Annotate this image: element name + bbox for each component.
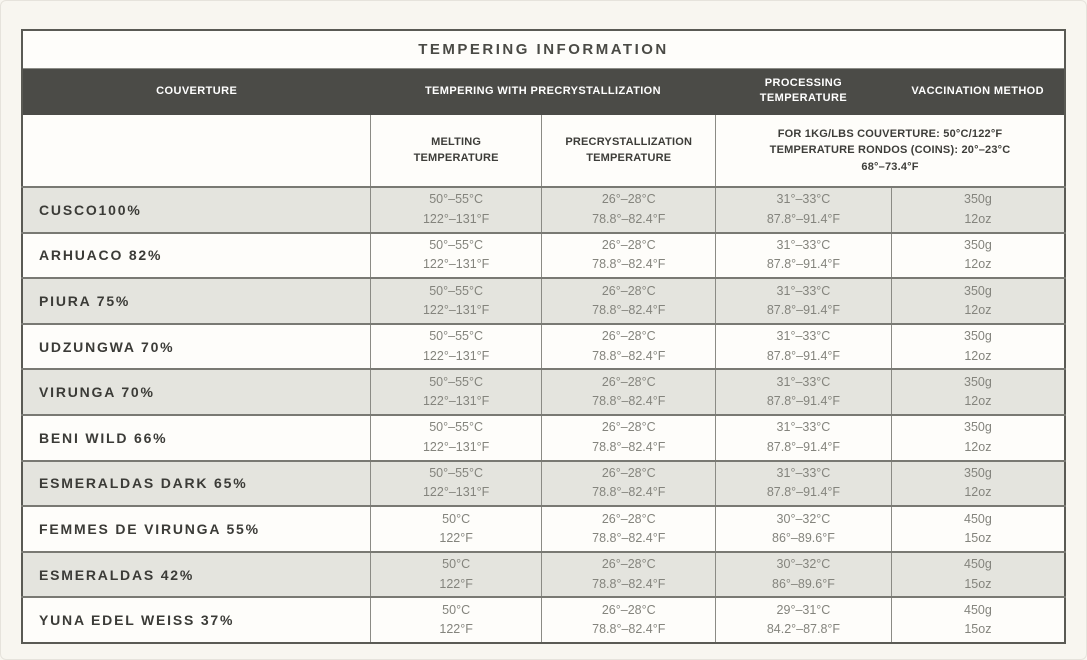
note-line-2: TEMPERATURE RONDOS (COINS): 20°–23°C xyxy=(769,144,1011,156)
temp-celsius: 50°–55°C xyxy=(429,465,484,480)
temp-fahrenheit: 87.8°–91.4°F xyxy=(766,211,841,226)
melting-cell xyxy=(370,187,542,233)
column-header-row xyxy=(22,68,1065,114)
temp-fahrenheit: 78.8°–82.4°F xyxy=(592,530,666,545)
couverture-name: ESMERALDAS 42% xyxy=(22,552,370,598)
amount-grams: 450g xyxy=(964,557,992,572)
temp-celsius: 31°–33°C xyxy=(776,374,831,389)
title-row xyxy=(22,30,1065,68)
couverture-name: ARHUACO 82% xyxy=(22,233,370,279)
melting-cell xyxy=(370,233,542,279)
temp-fahrenheit: 78.8°–82.4°F xyxy=(592,257,666,272)
processing-cell xyxy=(716,278,892,324)
temp-celsius: 50°–55°C xyxy=(429,192,484,207)
processing-cell xyxy=(716,324,892,370)
table-row xyxy=(22,187,1065,233)
amount-grams: 350g xyxy=(964,329,992,344)
amount-grams: 350g xyxy=(964,374,992,389)
temp-celsius: 26°–28°C xyxy=(601,602,656,617)
page-title: TEMPERING INFORMATION xyxy=(22,30,1065,68)
amount-ounces: 12oz xyxy=(964,257,992,272)
temp-celsius: 31°–33°C xyxy=(776,420,831,435)
temp-fahrenheit: 84.2°–87.8°F xyxy=(766,622,841,637)
temp-fahrenheit: 78.8°–82.4°F xyxy=(592,211,666,226)
couverture-name: CUSCO100% xyxy=(22,187,370,233)
amount-ounces: 12oz xyxy=(964,211,992,226)
table-row xyxy=(22,597,1065,643)
amount-grams: 350g xyxy=(964,238,992,253)
temp-fahrenheit: 78.8°–82.4°F xyxy=(592,302,666,317)
amount-ounces: 15oz xyxy=(964,576,992,591)
temp-celsius: 50°–55°C xyxy=(429,329,484,344)
temp-celsius: 31°–33°C xyxy=(776,329,831,344)
precrystallization-cell xyxy=(542,278,716,324)
temp-fahrenheit: 78.8°–82.4°F xyxy=(592,348,666,363)
temp-fahrenheit: 86°–89.6°F xyxy=(772,530,835,545)
col-header-vaccination: VACCINATION METHOD xyxy=(891,68,1065,114)
table-row xyxy=(22,461,1065,507)
temp-fahrenheit: 122°F xyxy=(439,622,473,637)
precrystallization-cell xyxy=(542,552,716,598)
melting-cell xyxy=(370,506,542,552)
temp-celsius: 50°–55°C xyxy=(429,283,484,298)
table-row xyxy=(22,552,1065,598)
melting-cell xyxy=(370,597,542,643)
col-header-couverture: COUVERTURE xyxy=(22,68,370,114)
temp-fahrenheit: 122°–131°F xyxy=(422,348,490,363)
temp-fahrenheit: 87.8°–91.4°F xyxy=(766,257,841,272)
amount-ounces: 12oz xyxy=(964,439,992,454)
processing-cell xyxy=(716,233,892,279)
col-header-processing: PROCESSING TEMPERATURE xyxy=(716,68,892,114)
temp-celsius: 26°–28°C xyxy=(601,420,656,435)
tempering-table-container xyxy=(21,29,1066,644)
temp-celsius: 26°–28°C xyxy=(601,329,656,344)
temp-fahrenheit: 87.8°–91.4°F xyxy=(766,302,841,317)
table-row xyxy=(22,415,1065,461)
precrystallization-cell xyxy=(542,461,716,507)
table-row xyxy=(22,369,1065,415)
amount-grams: 350g xyxy=(964,192,992,207)
temp-fahrenheit: 122°–131°F xyxy=(422,485,490,500)
amount-ounces: 15oz xyxy=(964,622,992,637)
precrystallization-cell xyxy=(542,233,716,279)
amount-grams: 350g xyxy=(964,465,992,480)
vaccination-cell xyxy=(891,187,1065,233)
amount-ounces: 12oz xyxy=(964,485,992,500)
melting-cell xyxy=(370,369,542,415)
couverture-name: ESMERALDAS DARK 65% xyxy=(22,461,370,507)
precrystallization-cell xyxy=(542,506,716,552)
precrystallization-cell xyxy=(542,187,716,233)
vaccination-cell xyxy=(891,278,1065,324)
processing-cell xyxy=(716,369,892,415)
subheader-note xyxy=(716,114,1065,187)
temp-celsius: 50°C xyxy=(442,557,471,572)
processing-cell xyxy=(716,552,892,598)
subheader-empty-cell xyxy=(22,114,370,187)
table-row xyxy=(22,506,1065,552)
temp-fahrenheit: 122°–131°F xyxy=(422,302,490,317)
vaccination-cell xyxy=(891,506,1065,552)
melting-cell xyxy=(370,461,542,507)
temp-fahrenheit: 78.8°–82.4°F xyxy=(592,394,666,409)
subheader-precrystallization: PRECRYSTALLIZATION TEMPERATURE xyxy=(542,114,716,187)
couverture-name: VIRUNGA 70% xyxy=(22,369,370,415)
temp-celsius: 26°–28°C xyxy=(601,465,656,480)
table-row xyxy=(22,278,1065,324)
table-row xyxy=(22,233,1065,279)
temp-celsius: 31°–33°C xyxy=(776,238,831,253)
tempering-table xyxy=(21,29,1066,644)
subheader-melting: MELTING TEMPERATURE xyxy=(370,114,542,187)
amount-grams: 450g xyxy=(964,602,992,617)
temp-celsius: 50°C xyxy=(442,602,471,617)
temp-celsius: 30°–32°C xyxy=(776,511,831,526)
temp-celsius: 50°–55°C xyxy=(429,238,484,253)
amount-grams: 350g xyxy=(964,283,992,298)
temp-celsius: 26°–28°C xyxy=(601,511,656,526)
temp-fahrenheit: 87.8°–91.4°F xyxy=(766,485,841,500)
precrystallization-cell xyxy=(542,369,716,415)
temp-fahrenheit: 87.8°–91.4°F xyxy=(766,348,841,363)
amount-ounces: 12oz xyxy=(964,394,992,409)
sub-header-row xyxy=(22,114,1065,187)
vaccination-cell xyxy=(891,233,1065,279)
couverture-name: YUNA EDEL WEISS 37% xyxy=(22,597,370,643)
couverture-name: FEMMES DE VIRUNGA 55% xyxy=(22,506,370,552)
couverture-name: BENI WILD 66% xyxy=(22,415,370,461)
temp-fahrenheit: 86°–89.6°F xyxy=(772,576,835,591)
temp-celsius: 26°–28°C xyxy=(601,283,656,298)
melting-cell xyxy=(370,415,542,461)
temp-fahrenheit: 78.8°–82.4°F xyxy=(592,485,666,500)
temp-celsius: 26°–28°C xyxy=(601,192,656,207)
table-row xyxy=(22,324,1065,370)
temp-celsius: 50°–55°C xyxy=(429,420,484,435)
col-header-tempering: TEMPERING WITH PRECRYSTALLIZATION xyxy=(370,68,715,114)
temp-celsius: 31°–33°C xyxy=(776,465,831,480)
temp-celsius: 30°–32°C xyxy=(776,557,831,572)
temp-fahrenheit: 78.8°–82.4°F xyxy=(592,439,666,454)
temp-celsius: 26°–28°C xyxy=(601,557,656,572)
couverture-name: PIURA 75% xyxy=(22,278,370,324)
vaccination-cell xyxy=(891,552,1065,598)
temp-celsius: 26°–28°C xyxy=(601,238,656,253)
processing-cell xyxy=(716,506,892,552)
note-line-1: FOR 1KG/LBS COUVERTURE: 50°C/122°F xyxy=(777,127,1003,140)
precrystallization-cell xyxy=(542,597,716,643)
amount-grams: 450g xyxy=(964,511,992,526)
melting-cell xyxy=(370,278,542,324)
temp-celsius: 50°–55°C xyxy=(429,374,484,389)
amount-grams: 350g xyxy=(964,420,992,435)
temp-celsius: 26°–28°C xyxy=(601,374,656,389)
temp-fahrenheit: 122°F xyxy=(439,530,473,545)
temp-fahrenheit: 78.8°–82.4°F xyxy=(592,576,666,591)
temp-celsius: 50°C xyxy=(442,511,471,526)
temp-celsius: 29°–31°C xyxy=(776,602,831,617)
amount-ounces: 15oz xyxy=(964,530,992,545)
processing-cell xyxy=(716,461,892,507)
vaccination-cell xyxy=(891,324,1065,370)
temp-fahrenheit: 87.8°–91.4°F xyxy=(766,394,841,409)
couverture-name: UDZUNGWA 70% xyxy=(22,324,370,370)
temp-fahrenheit: 122°F xyxy=(439,576,473,591)
melting-cell xyxy=(370,324,542,370)
vaccination-cell xyxy=(891,597,1065,643)
precrystallization-cell xyxy=(542,324,716,370)
temp-fahrenheit: 87.8°–91.4°F xyxy=(766,439,841,454)
temp-fahrenheit: 122°–131°F xyxy=(422,211,490,226)
amount-ounces: 12oz xyxy=(964,302,992,317)
temp-fahrenheit: 122°–131°F xyxy=(422,257,490,272)
precrystallization-cell xyxy=(542,415,716,461)
processing-cell xyxy=(716,187,892,233)
processing-cell xyxy=(716,597,892,643)
temp-fahrenheit: 122°–131°F xyxy=(422,439,490,454)
amount-ounces: 12oz xyxy=(964,348,992,363)
processing-cell xyxy=(716,415,892,461)
melting-cell xyxy=(370,552,542,598)
vaccination-cell xyxy=(891,461,1065,507)
temp-fahrenheit: 122°–131°F xyxy=(422,394,490,409)
temp-celsius: 31°–33°C xyxy=(776,283,831,298)
note-line-3: 68°–73.4°F xyxy=(861,160,919,173)
vaccination-cell xyxy=(891,369,1065,415)
vaccination-cell xyxy=(891,415,1065,461)
temp-fahrenheit: 78.8°–82.4°F xyxy=(592,622,666,637)
temp-celsius: 31°–33°C xyxy=(776,192,831,207)
